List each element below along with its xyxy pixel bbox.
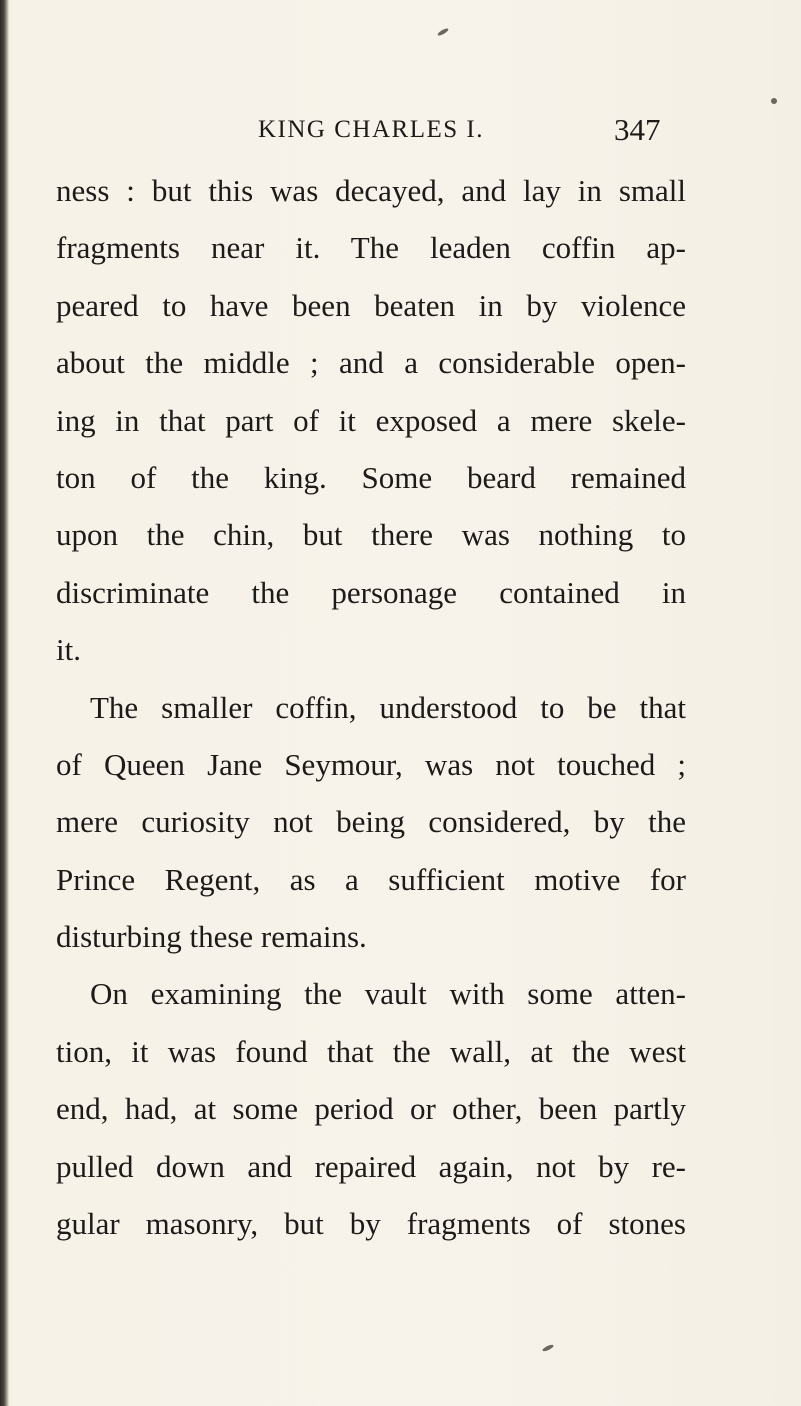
text-line: upon the chin, but there was nothing to: [56, 517, 686, 553]
ink-speck: [437, 27, 449, 36]
text-line: discriminate the personage contained in: [56, 574, 686, 610]
text-line: end, had, at some period or other, been partly: [56, 1091, 686, 1127]
text-line: ton of the king. Some beard remained: [56, 459, 686, 495]
page-number: 347: [614, 112, 661, 147]
text-line: it.: [56, 632, 81, 668]
text-line: gular masonry, but by fragments of stones: [56, 1206, 686, 1242]
body-text: [56, 162, 686, 1252]
text-line: ness : but this was decayed, and lay in small: [56, 173, 686, 208]
running-head: KING CHARLES I.: [258, 116, 484, 143]
text-line: about the middle ; and a considerable open-: [56, 345, 686, 381]
text-line: Prince Regent, as a sufficient motive for: [56, 861, 686, 897]
text-line: peared to have been beaten in by violence: [56, 287, 686, 323]
text-line: On examining the vault with some atten-: [90, 976, 686, 1012]
page-header: [0, 112, 801, 152]
text-line: of Queen Jane Seymour, was not touched ;: [56, 746, 686, 782]
text-line: ing in that part of it exposed a mere skele-: [56, 402, 686, 438]
text-line: pulled down and repaired again, not by re-: [56, 1148, 686, 1184]
text-line: disturbing these remains.: [56, 919, 367, 955]
text-line: mere curiosity not being considered, by the: [56, 804, 686, 840]
page-binding-edge: [0, 0, 9, 1406]
ink-speck: [542, 1344, 555, 1353]
text-line: The smaller coffin, understood to be that: [90, 689, 686, 725]
ink-speck: [771, 98, 777, 104]
text-line: tion, it was found that the wall, at the west: [56, 1033, 686, 1069]
text-line: fragments near it. The leaden coffin ap-: [56, 230, 686, 266]
